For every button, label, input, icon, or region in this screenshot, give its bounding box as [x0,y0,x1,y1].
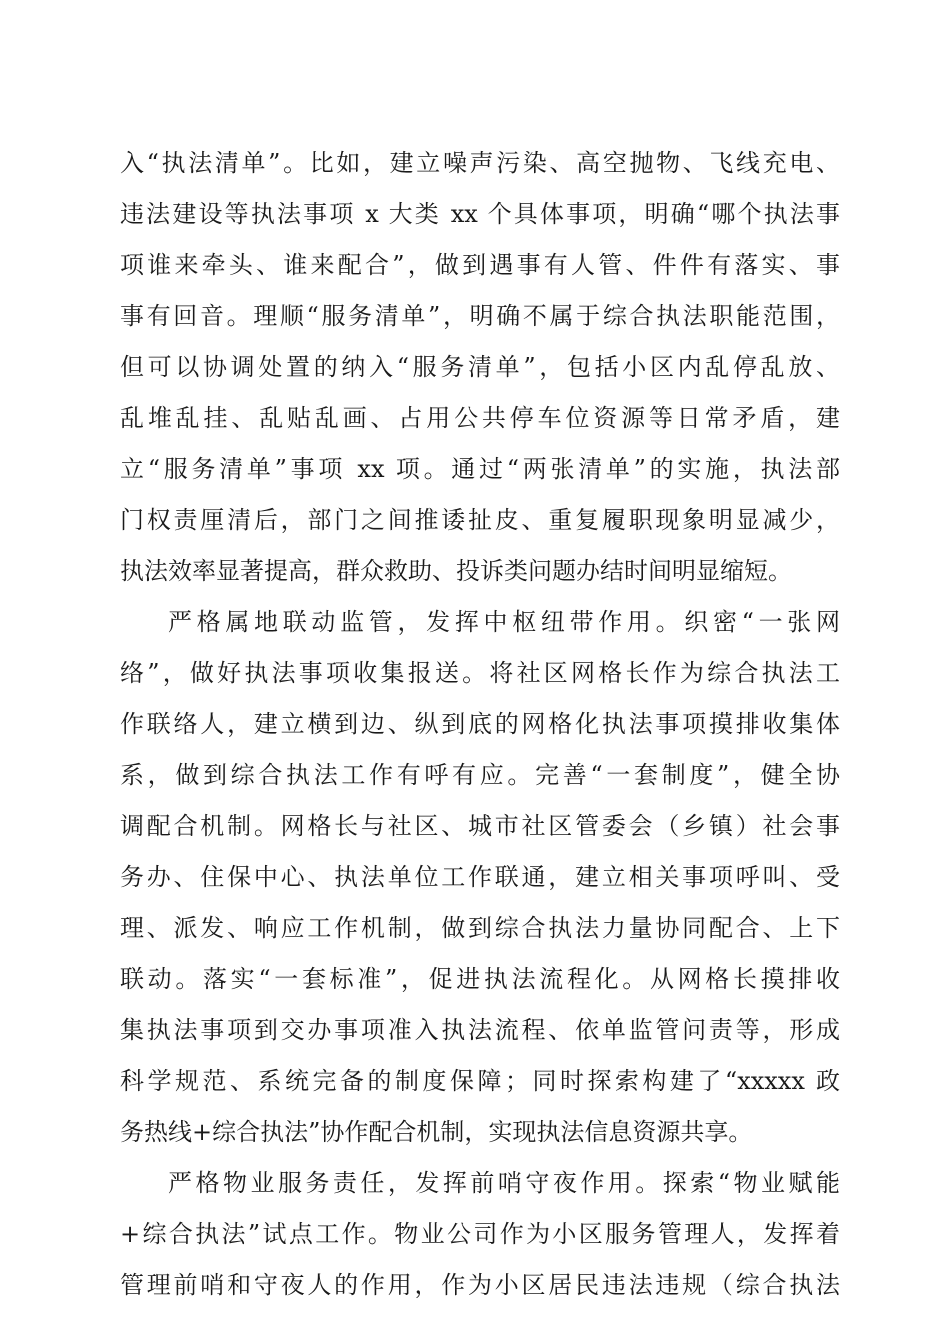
paragraph-1-line: 项谁来牵头、谁来配合”，做到遇事有人管、件件有落实、事 [120,251,840,279]
paragraph-1-line: 入“执法清单”。比如，建立噪声污染、高空抛物、飞线充电、 [120,149,840,177]
paragraph-2-line: 系，做到综合执法工作有呼有应。完善“一套制度”，健全协 [120,761,840,789]
paragraph-2-line: 调配合机制。网格长与社区、城市社区管委会（乡镇）社会事 [120,812,840,840]
paragraph-1-line: 门权责厘清后，部门之间推诿扯皮、重复履职现象明显减少， [120,506,840,534]
paragraph-2-line: 理、派发、响应工作机制，做到综合执法力量协同配合、上下 [120,914,840,942]
paragraph-2-line: 务办、住保中心、执法单位工作联通，建立相关事项呼叫、受 [120,863,840,891]
document-body [120,138,840,1311]
paragraph-2-line: 务热线+综合执法”协作配合机制，实现执法信息资源共享。 [120,1118,753,1146]
paragraph-3-line: +综合执法”试点工作。物业公司作为小区服务管理人，发挥着 [120,1220,840,1248]
paragraph-2-line: 作联络人，建立横到边、纵到底的网格化执法事项摸排收集体 [120,710,840,738]
paragraph-2-line: 联动。落实“一套标准”，促进执法流程化。从网格长摸排收 [120,965,840,993]
paragraph-1-line: 事有回音。理顺“服务清单”，明确不属于综合执法职能范围， [120,302,840,330]
paragraph-1-line: 立“服务清单”事项 xx 项。通过“两张清单”的实施，执法部 [120,455,840,483]
paragraph-2-line: 严格属地联动监管，发挥中枢纽带作用。织密“一张网 [168,608,840,636]
paragraph-1-line: 违法建设等执法事项 x 大类 xx 个具体事项，明确“哪个执法事 [120,200,840,228]
paragraph-1-line: 执法效率显著提高，群众救助、投诉类问题办结时间明显缩短。 [120,557,792,585]
paragraph-2-line: 科学规范、系统完备的制度保障；同时探索构建了“xxxxx 政 [120,1067,840,1095]
paragraph-2-line: 络”，做好执法事项收集报送。将社区网格长作为综合执法工 [120,659,840,687]
paragraph-3-line: 严格物业服务责任，发挥前哨守夜作用。探索“物业赋能 [168,1169,840,1197]
paragraph-1-line: 乱堆乱挂、乱贴乱画、占用公共停车位资源等日常矛盾，建 [120,404,840,432]
paragraph-2-line: 集执法事项到交办事项准入执法流程、依单监管问责等，形成 [120,1016,840,1044]
paragraph-1-line: 但可以协调处置的纳入“服务清单”，包括小区内乱停乱放、 [120,353,840,381]
paragraph-3-line: 管理前哨和守夜人的作用，作为小区居民违法违规（综合执法 [120,1271,840,1299]
